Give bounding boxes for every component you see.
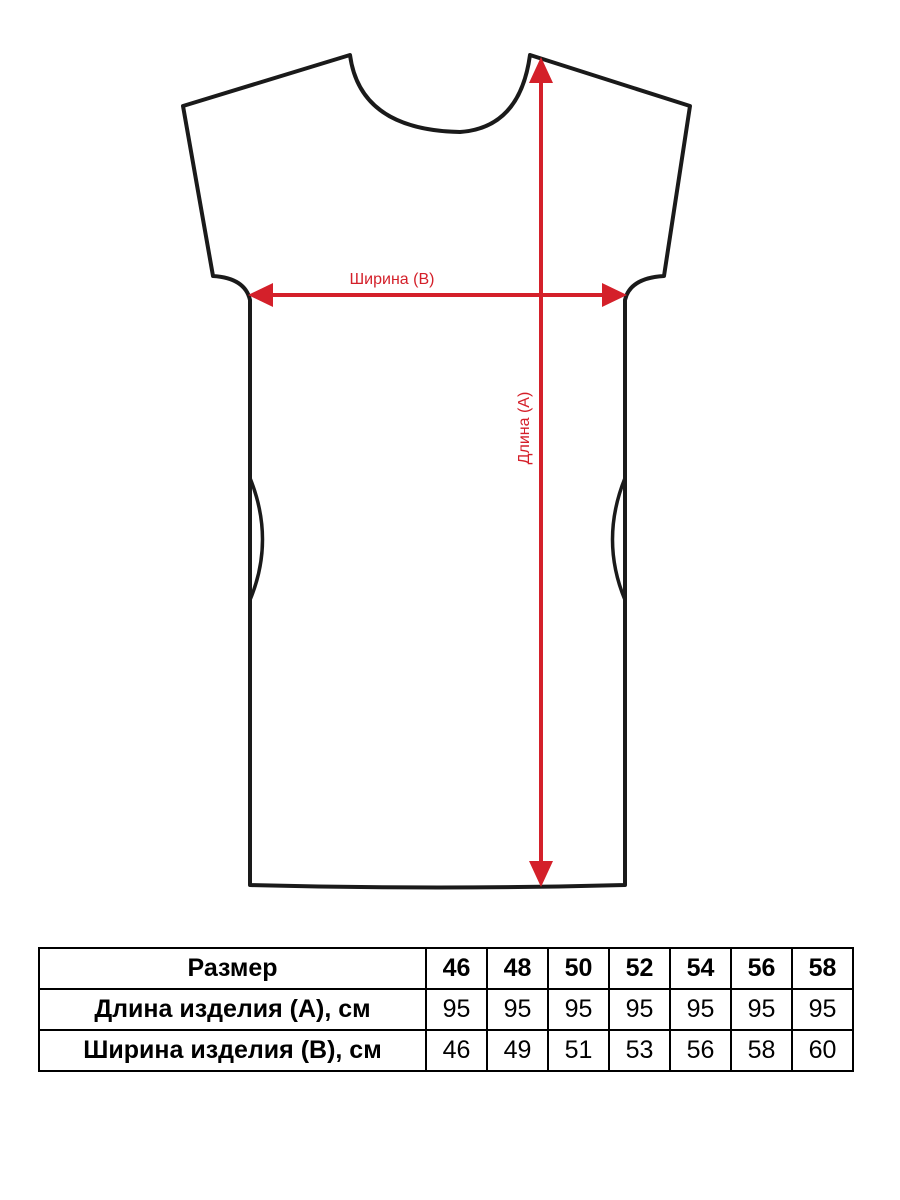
width-cell: 58 [731,1030,792,1071]
size-cell: 54 [670,948,731,989]
size-table [38,947,854,1072]
table-row [39,1030,853,1071]
width-cell: 56 [670,1030,731,1071]
size-cell: 46 [426,948,487,989]
size-cell: 48 [487,948,548,989]
size-cell: 56 [731,948,792,989]
width-label: Ширина (B) [349,271,435,288]
length-cell: 95 [487,989,548,1030]
width-arrow [248,283,627,307]
size-header-label: Размер [39,948,426,989]
length-cell: 95 [548,989,609,1030]
length-arrow [529,57,553,887]
row-label-width: Ширина изделия (В), см [39,1030,426,1071]
table-header-row [39,948,853,989]
dress-outline [183,55,690,888]
size-cell: 50 [548,948,609,989]
length-cell: 95 [731,989,792,1030]
length-cell: 95 [609,989,670,1030]
length-cell: 95 [426,989,487,1030]
length-cell: 95 [670,989,731,1030]
size-cell: 52 [609,948,670,989]
width-cell: 51 [548,1030,609,1071]
width-cell: 49 [487,1030,548,1071]
length-cell: 95 [792,989,853,1030]
row-label-length: Длина изделия (А), см [39,989,426,1030]
length-label: Длина (А) [516,391,533,465]
size-cell: 58 [792,948,853,989]
width-cell: 60 [792,1030,853,1071]
table-row [39,989,853,1030]
width-cell: 46 [426,1030,487,1071]
width-cell: 53 [609,1030,670,1071]
